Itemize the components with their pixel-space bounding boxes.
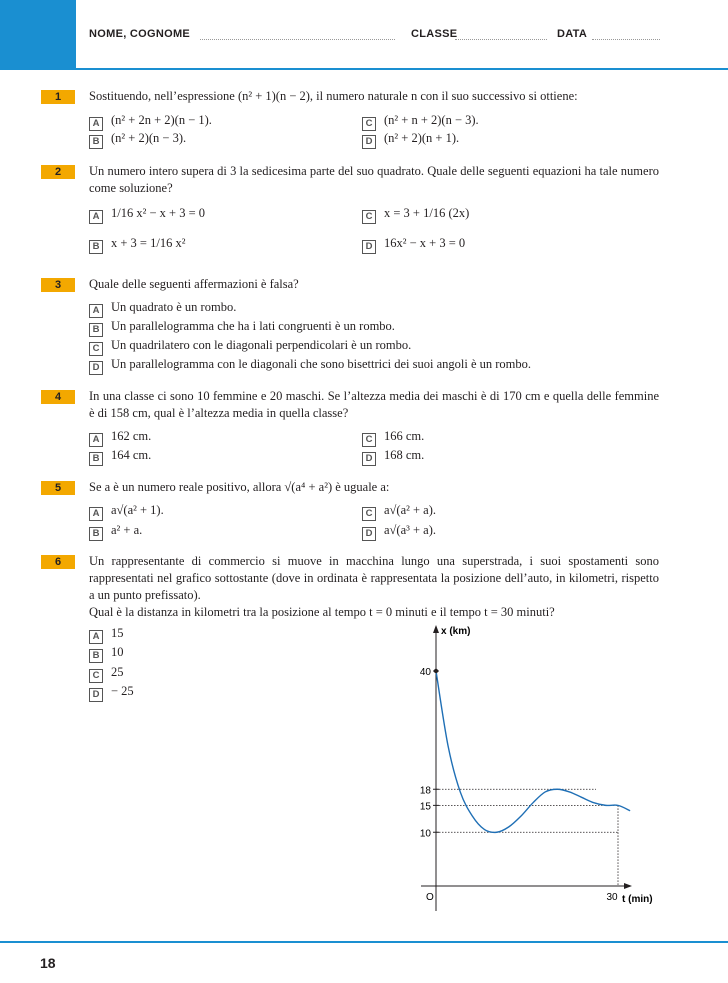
question-text: Un numero intero supera di 3 la sedicesima parte del suo quadrato. Quale delle seguenti equazioni ha tale numero come soluzione?	[89, 164, 659, 195]
name-label: NOME, COGNOME	[89, 28, 191, 40]
y-tick-label: 40	[419, 667, 431, 678]
question-number: 6	[41, 555, 75, 569]
y-tick-label: 15	[419, 801, 431, 813]
y-axis-arrow	[433, 625, 439, 633]
option-d[interactable]: D a√(a³ + a).	[362, 523, 436, 541]
class-label: CLASSE	[411, 28, 458, 40]
footer-rule	[0, 941, 728, 943]
question-number: 2	[41, 165, 75, 179]
option-d[interactable]: D (n² + 2)(n + 1).	[362, 131, 459, 149]
option-d[interactable]: D 168 cm.	[362, 448, 424, 466]
option-a[interactable]: A 1/16 x² − x + 3 = 0	[89, 206, 205, 224]
option-c[interactable]: C a√(a² + a).	[362, 503, 436, 521]
option-a[interactable]: A 162 cm.	[89, 429, 151, 447]
page-number: 18	[40, 955, 56, 971]
x-axis-label: t (min)	[622, 894, 653, 905]
question-number: 5	[41, 481, 75, 495]
question-text: In una classe ci sono 10 femmine e 20 maschi. Se l’altezza media dei maschi è di 170 cm e quella delle femmine è di 158 cm, qual è l’altezza media in quella classe?	[89, 389, 659, 420]
option-b[interactable]: B (n² + 2)(n − 3).	[89, 131, 186, 149]
question-text-2: Qual è la distanza in kilometri tra la posizione al tempo t = 0 minuti e il tempo t = 30 minuti?	[89, 605, 555, 619]
question-text: Quale delle seguenti affermazioni è falsa?	[89, 277, 299, 291]
option-a[interactable]: A a√(a² + 1).	[89, 503, 164, 521]
option-d[interactable]: D 16x² − x + 3 = 0	[362, 236, 465, 254]
option-d[interactable]: D − 25	[89, 684, 134, 702]
question-text: Se a è un numero reale positivo, allora √(a⁴ + a²) è uguale a:	[89, 480, 390, 494]
option-b[interactable]: B a² + a.	[89, 523, 142, 541]
option-c[interactable]: C 25	[89, 665, 124, 683]
question-text: Un rappresentante di commercio si muove in macchina lungo una superstrada, i suoi spostamenti sono rappresentati nel grafico sottostante (dove in ordinata è rappresentata la posizione dell’auto, in kilometri, rispetto a un punto prefissato).	[89, 554, 659, 602]
option-b[interactable]: B 10	[89, 645, 124, 663]
option-c[interactable]: C Un quadrilatero con le diagonali perpendicolari è un rombo.	[89, 338, 411, 356]
option-c[interactable]: C 166 cm.	[362, 429, 424, 447]
origin-label: O	[426, 892, 434, 903]
option-b[interactable]: B Un parallelogramma che ha i lati congruenti è un rombo.	[89, 319, 395, 337]
option-c[interactable]: C x = 3 + 1/16 (2x)	[362, 206, 469, 224]
option-a[interactable]: A (n² + 2n + 2)(n − 1).	[89, 113, 212, 131]
start-point	[434, 669, 438, 673]
data-line	[436, 671, 630, 832]
option-a[interactable]: A Un quadrato è un rombo.	[89, 300, 236, 318]
x-tick-label: 30	[606, 892, 618, 903]
option-b[interactable]: B 164 cm.	[89, 448, 151, 466]
question-number: 3	[41, 278, 75, 292]
option-d[interactable]: D Un parallelogramma con le diagonali che sono bisettrici dei suoi angoli è un rombo.	[89, 357, 531, 375]
question-number: 1	[41, 90, 75, 104]
y-tick-label: 10	[419, 828, 431, 840]
question-text: Sostituendo, nell’espressione (n² + 1)(n − 2), il numero naturale n con il suo successivo si ottiene:	[89, 89, 578, 103]
date-label: DATA	[557, 28, 588, 40]
option-c[interactable]: C (n² + n + 2)(n − 3).	[362, 113, 479, 131]
option-b[interactable]: B x + 3 = 1/16 x²	[89, 236, 185, 254]
question-number: 4	[41, 390, 75, 404]
option-a[interactable]: A 15	[89, 626, 124, 644]
y-tick-label: 18	[419, 785, 431, 797]
x-axis-arrow	[624, 883, 632, 889]
y-axis-label: x (km)	[441, 626, 471, 637]
